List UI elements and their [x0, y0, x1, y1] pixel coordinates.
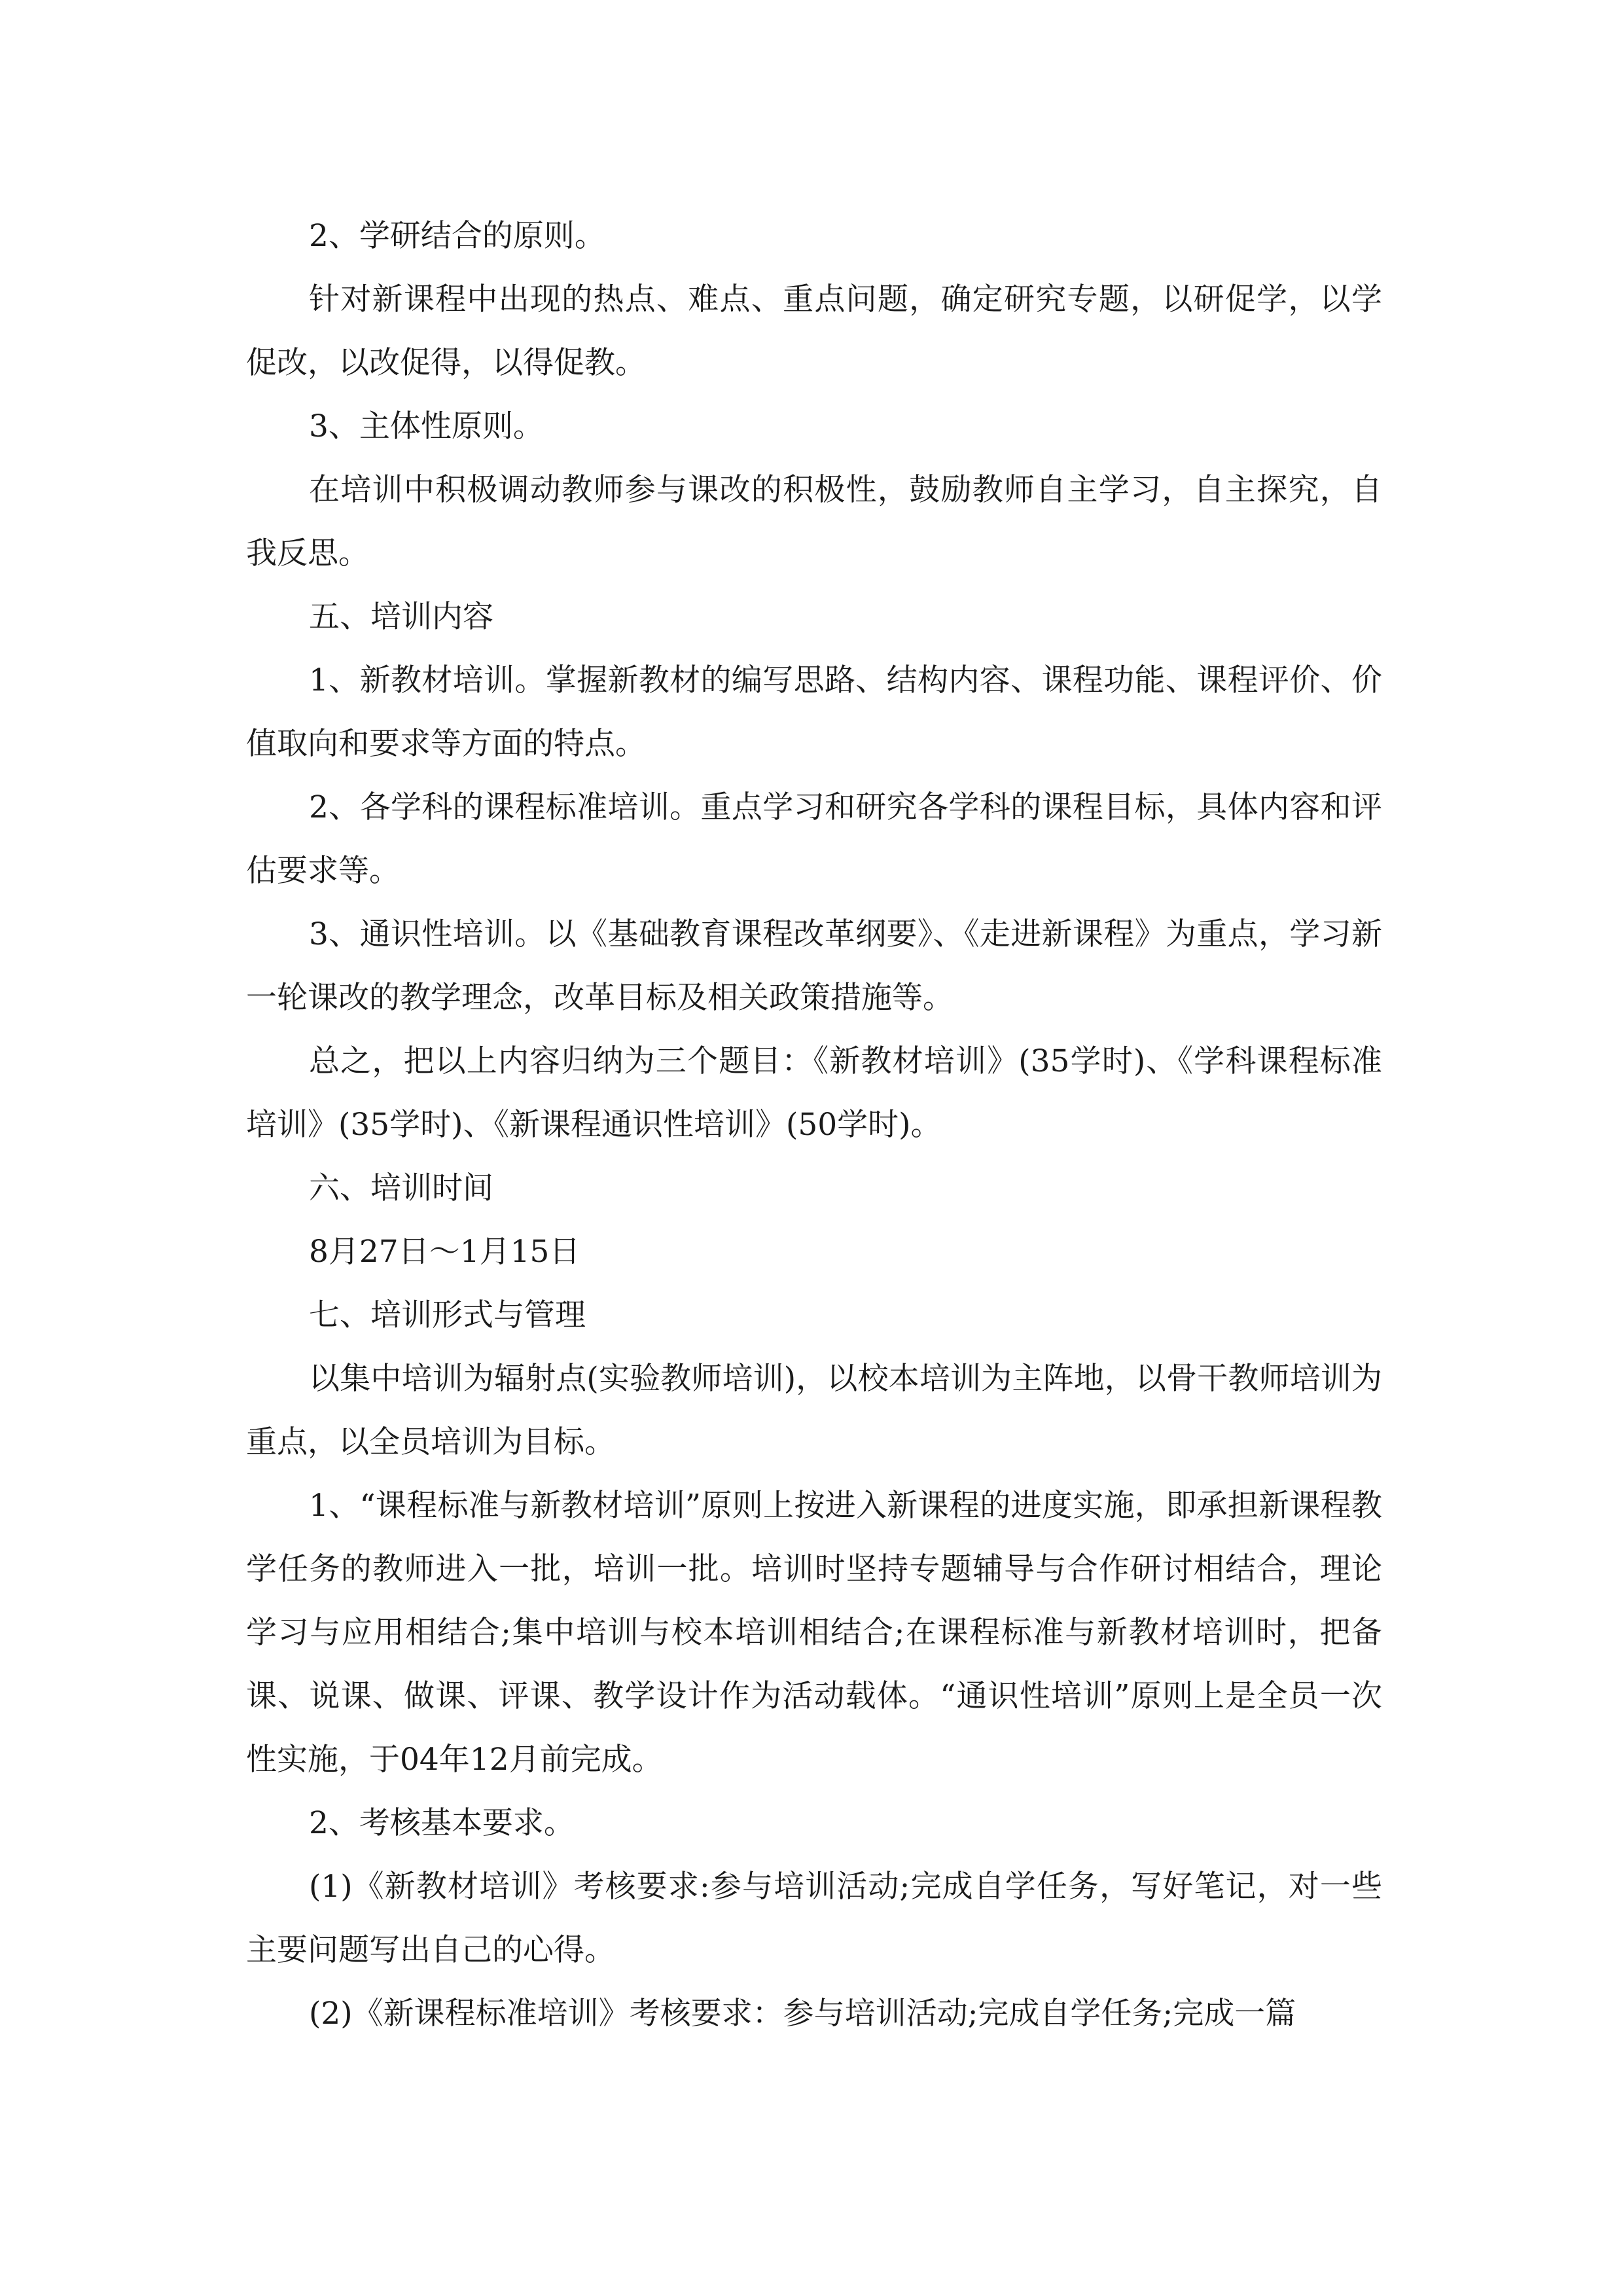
section-heading-training-time: 六、培训时间 [309, 1170, 493, 1206]
section-heading-training-form: 七、培训形式与管理 [309, 1297, 586, 1333]
paragraph-content-item-3: 3、通识性培训。以《基础教育课程改革纲要》、《走进新课程》为重点，学习新一轮课改的教学理念，改革目标及相关政策措施等。 [246, 916, 1382, 1016]
paragraph-content-item-2: 2、各学科的课程标准培训。重点学习和研究各学科的课程目标，具体内容和评估要求等。 [246, 789, 1382, 889]
paragraph-form-item-2-heading: 2、考核基本要求。 [309, 1805, 575, 1841]
paragraph-training-dates: 8月27日～1月15日 [309, 1234, 580, 1270]
paragraph-assessment-1: (1)《新教材培训》考核要求:参与培训活动;完成自学任务，写好笔记，对一些主要问题写出自己的心得。 [246, 1869, 1382, 1968]
paragraph-content-item-1: 1、新教材培训。掌握新教材的编写思路、结构内容、课程功能、课程评价、价值取向和要求等方面的特点。 [246, 662, 1382, 762]
section-heading-training-content: 五、培训内容 [309, 599, 493, 635]
paragraph-assessment-2: (2)《新课程标准培训》考核要求：参与培训活动;完成自学任务;完成一篇 [309, 1996, 1296, 2032]
paragraph-training-form-body: 以集中培训为辐射点(实验教师培训)，以校本培训为主阵地，以骨干教师培训为重点，以全员培训为目标。 [246, 1361, 1382, 1460]
paragraph-form-item-1: 1、“课程标准与新教材培训”原则上按进入新课程的进度实施，即承担新课程教学任务的教师进入一批，培训一批。培训时坚持专题辅导与合作研讨相结合，理论学习与应用相结合;集中培训与校本培训相结合;在课程标准与新教材培训时，把备课、说课、做课、评课、教学设计作为活动载体。“通识性培训”原则上是全员一次性实施，于04年12月前完成。 [246, 1488, 1382, 1778]
paragraph-principle-3-heading: 3、主体性原则。 [309, 408, 544, 444]
paragraph-content-summary: 总之，把以上内容归纳为三个题目：《新教材培训》(35学时)、《学科课程标准培训》(35学时)、《新课程通识性培训》(50学时)。 [246, 1043, 1382, 1143]
paragraph-principle-2-heading: 2、学研结合的原则。 [309, 218, 605, 254]
paragraph-principle-3-body: 在培训中积极调动教师参与课改的积极性，鼓励教师自主学习，自主探究，自我反思。 [246, 472, 1382, 571]
paragraph-principle-2-body: 针对新课程中出现的热点、难点、重点问题，确定研究专题，以研促学，以学促改，以改促得，以得促教。 [246, 281, 1382, 381]
document-body [246, 204, 1382, 2045]
